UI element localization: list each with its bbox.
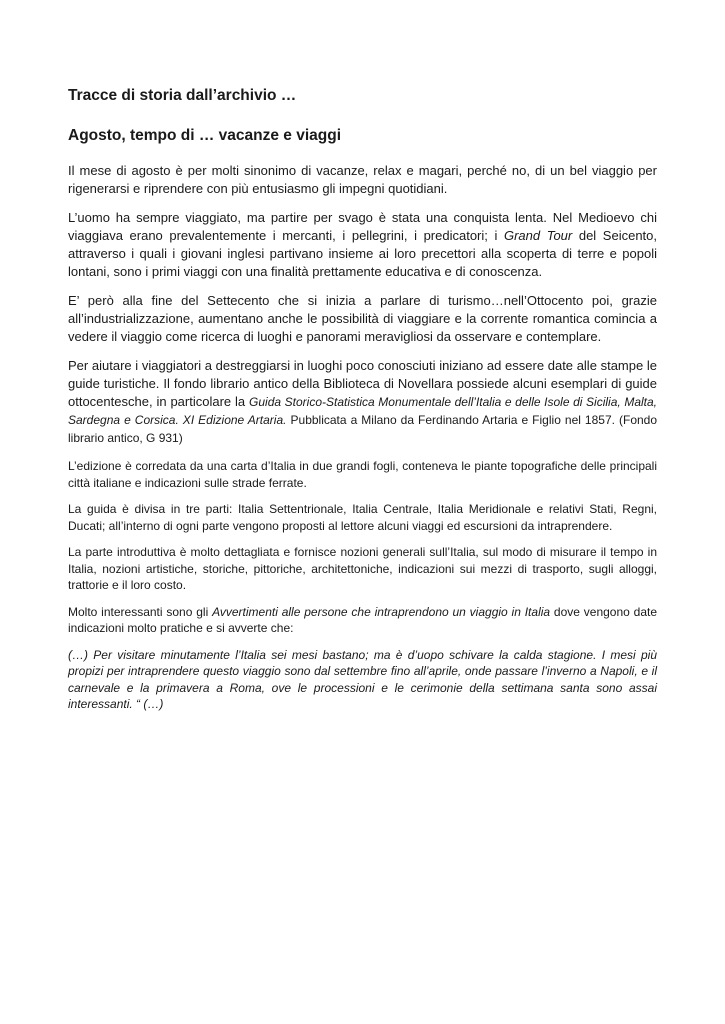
paragraph-history: [68, 209, 657, 281]
quote-text: (…) Per visitare minutamente l’Italia sei mesi bastano; ma è d’uopo schivare la calda stagione. I mesi più propizi per intraprendere questo viaggio sono dal settembre fino all’aprile, onde passare l’inverno a Napoli, e il carnevale e la primavera a Roma, ove le processioni e le cerimonie della settimana santa sono assai interessanti. “ (…): [68, 647, 657, 711]
paragraph-warnings: [68, 604, 657, 637]
document-subtitle: Agosto, tempo di … vacanze e viaggi: [68, 127, 342, 144]
paragraph-history-italic: Grand Tour: [503, 228, 573, 243]
paragraph-introduction: La parte introduttiva è molto dettagliata e fornisce nozioni generali sull’Italia, sul modo di misurare il tempo in Italia, nozioni artistiche, storiche, pittoriche, architettoniche, indicazioni sui mezzi di trasporto, sugli alloggi, trattorie e il loro costo.: [68, 545, 657, 592]
paragraph-guides: [68, 357, 657, 447]
paragraph-warnings-italic: Avvertimenti alle persone che intraprendono un viaggio in Italia: [212, 604, 551, 619]
paragraph-edition: L’edizione è corredata da una carta d’Italia in due grandi fogli, conteneva le piante topografiche delle principali città italiane e indicazioni sulle strade ferrate.: [68, 459, 657, 490]
paragraph-tourism: E’ però alla fine del Settecento che si inizia a parlare di turismo…nell’Ottocento poi, grazie all’industrializzazione, aumentano anche le possibilità di viaggiare e la corrente romantica comincia a vedere il viaggio come ricerca di luoghi e panorami meravigliosi da osservare e contemplare.: [68, 293, 657, 344]
paragraph-guides-text-a: Per aiutare i viaggiatori a destreggiarsi in luoghi poco conosciuti iniziano ad essere date alle stampe le guide turistiche. Il fondo librario antico della Biblioteca di Novellara possiede alcuni esemplari di guide ottocentesche, in particolare la: [68, 358, 657, 409]
paragraph-structure: La guida è divisa in tre parti: Italia Settentrionale, Italia Centrale, Italia Meridionale e relativi Stati, Regni, Ducati; all’interno di ogni parte vengono proposti al lettore alcuni viaggi ed escursioni da intraprendere.: [68, 502, 657, 533]
paragraph-guides-text-b: Pubblicata a Milano da Ferdinando Artaria e Figlio nel 1857. (Fondo librario antico, G 931): [68, 413, 658, 445]
paragraph-guides-book-title: Guida Storico-Statistica Monumentale dell’Italia e delle Isole di Sicilia, Malta, Sardegna e Corsica. XI Edizione Artaria.: [68, 395, 658, 427]
paragraph-warnings-text-a: Molto interessanti sono gli: [68, 604, 213, 619]
paragraph-history-text-a: L’uomo ha sempre viaggiato, ma partire per svago è stata una conquista lenta. Nel Medioevo chi viaggiava erano prevalentemente i mercanti, i pellegrini, i predicatori; i: [68, 210, 657, 243]
paragraph-warnings-text-b: dove vengono date indicazioni molto pratiche e si avverte che:: [68, 604, 658, 635]
paragraph-history-text-b: del Seicento, attraverso i quali i giovani inglesi partivano insieme ai loro precettori alla scoperta di terre e popoli lontani, sono i primi viaggi con una finalità prettamente educativa e di conoscenza.: [68, 228, 657, 279]
quote-paragraph: [68, 647, 657, 713]
paragraph-intro: Il mese di agosto è per molti sinonimo di vacanze, relax e magari, perché no, di un bel viaggio per rigenerarsi e riprendere con più entusiasmo gli impegni quotidiani.: [68, 163, 657, 196]
document-title: Tracce di storia dall’archivio …: [68, 87, 297, 104]
